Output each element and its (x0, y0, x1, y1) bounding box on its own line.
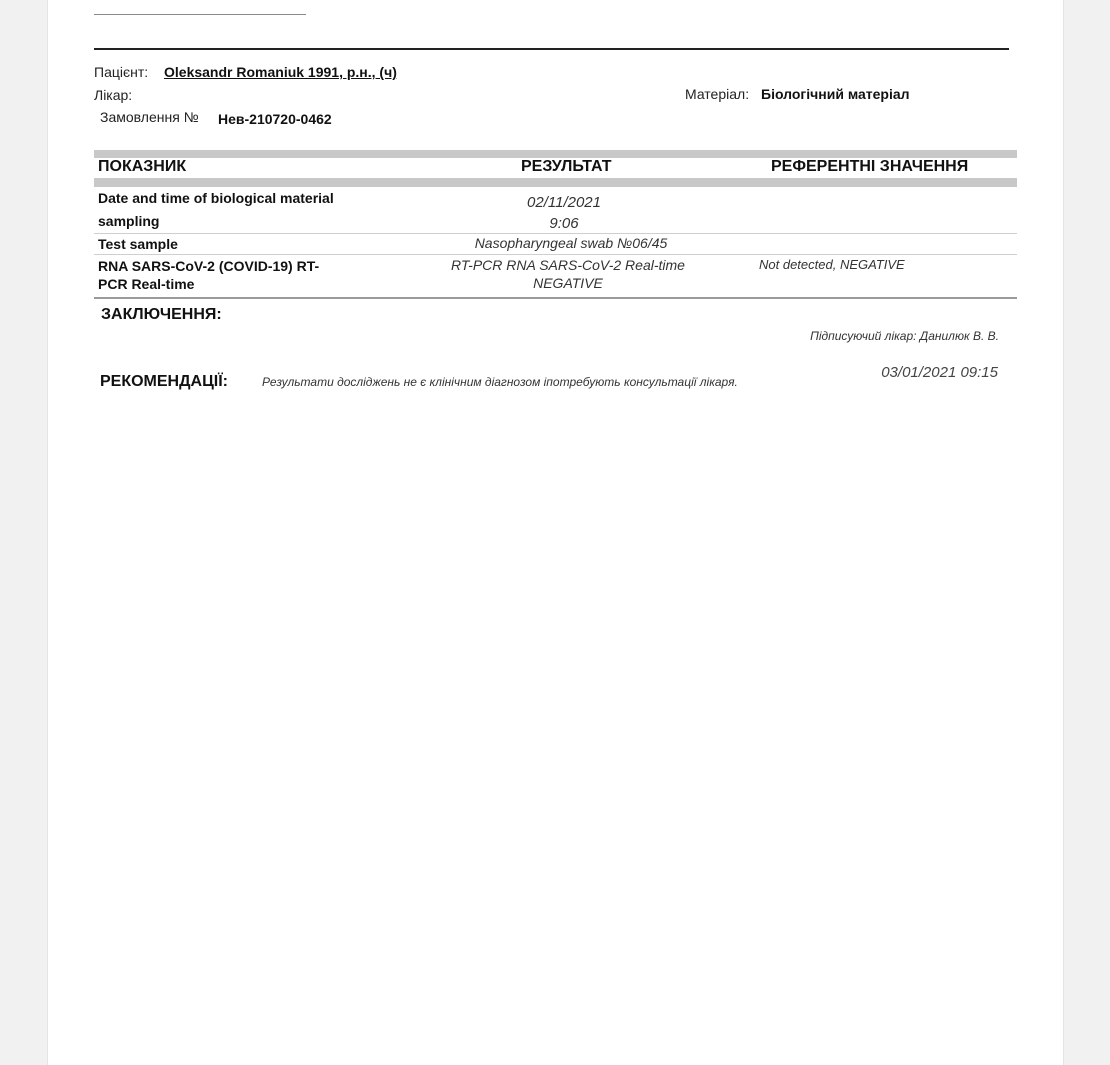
row-result-line2: 9:06 (549, 215, 579, 232)
top-short-rule (94, 14, 306, 15)
row-result-line1: RT-PCR RNA SARS-CoV-2 Real-time (451, 257, 685, 273)
row-reference: Not detected, NEGATIVE (759, 257, 905, 272)
row-divider (94, 233, 1017, 234)
row-indicator-line1: Date and time of biological material (98, 190, 334, 206)
order-label: Замовлення № (100, 109, 199, 125)
report-timestamp: 03/01/2021 09:15 (881, 364, 998, 381)
row-result-line2: NEGATIVE (533, 275, 603, 291)
column-header-indicator: ПОКАЗНИК (98, 158, 187, 175)
table-header-bar-top (94, 150, 1017, 158)
conclusion-label: ЗАКЛЮЧЕННЯ: (101, 306, 222, 323)
doctor-label: Лікар: (94, 87, 133, 103)
material-label: Матеріал: (685, 86, 750, 102)
row-result-line1: 02/11/2021 (527, 194, 601, 211)
header-divider (94, 48, 1009, 50)
row-indicator-line1: RNA SARS-CoV-2 (COVID-19) RT- (98, 258, 320, 274)
row-indicator-line1: Test sample (98, 236, 178, 252)
material-value: Біологічний матеріал (761, 86, 910, 102)
order-number: Нев-210720-0462 (218, 111, 332, 127)
row-divider (94, 254, 1017, 255)
row-result-line1: Nasopharyngeal swab №06/45 (474, 235, 668, 251)
recommendations-text: Результати досліджень не є клінічним діагнозом іпотребують консультації лікаря. (262, 375, 738, 389)
table-header-bar-bottom (94, 178, 1017, 187)
column-header-result: РЕЗУЛЬТАТ (521, 158, 612, 175)
patient-label: Пацієнт: (94, 64, 149, 80)
patient-name: Oleksandr Romaniuk 1991, р.н., (ч) (164, 64, 397, 80)
row-indicator-line2: PCR Real-time (98, 276, 195, 292)
column-header-reference: РЕФЕРЕНТНІ ЗНАЧЕННЯ (771, 158, 969, 175)
recommendations-label: РЕКОМЕНДАЦІЇ: (100, 373, 228, 390)
row-indicator-line2: sampling (98, 213, 160, 229)
signing-doctor: Підписуючий лікар: Данилюк В. В. (810, 329, 999, 343)
table-bottom-rule (94, 297, 1017, 299)
